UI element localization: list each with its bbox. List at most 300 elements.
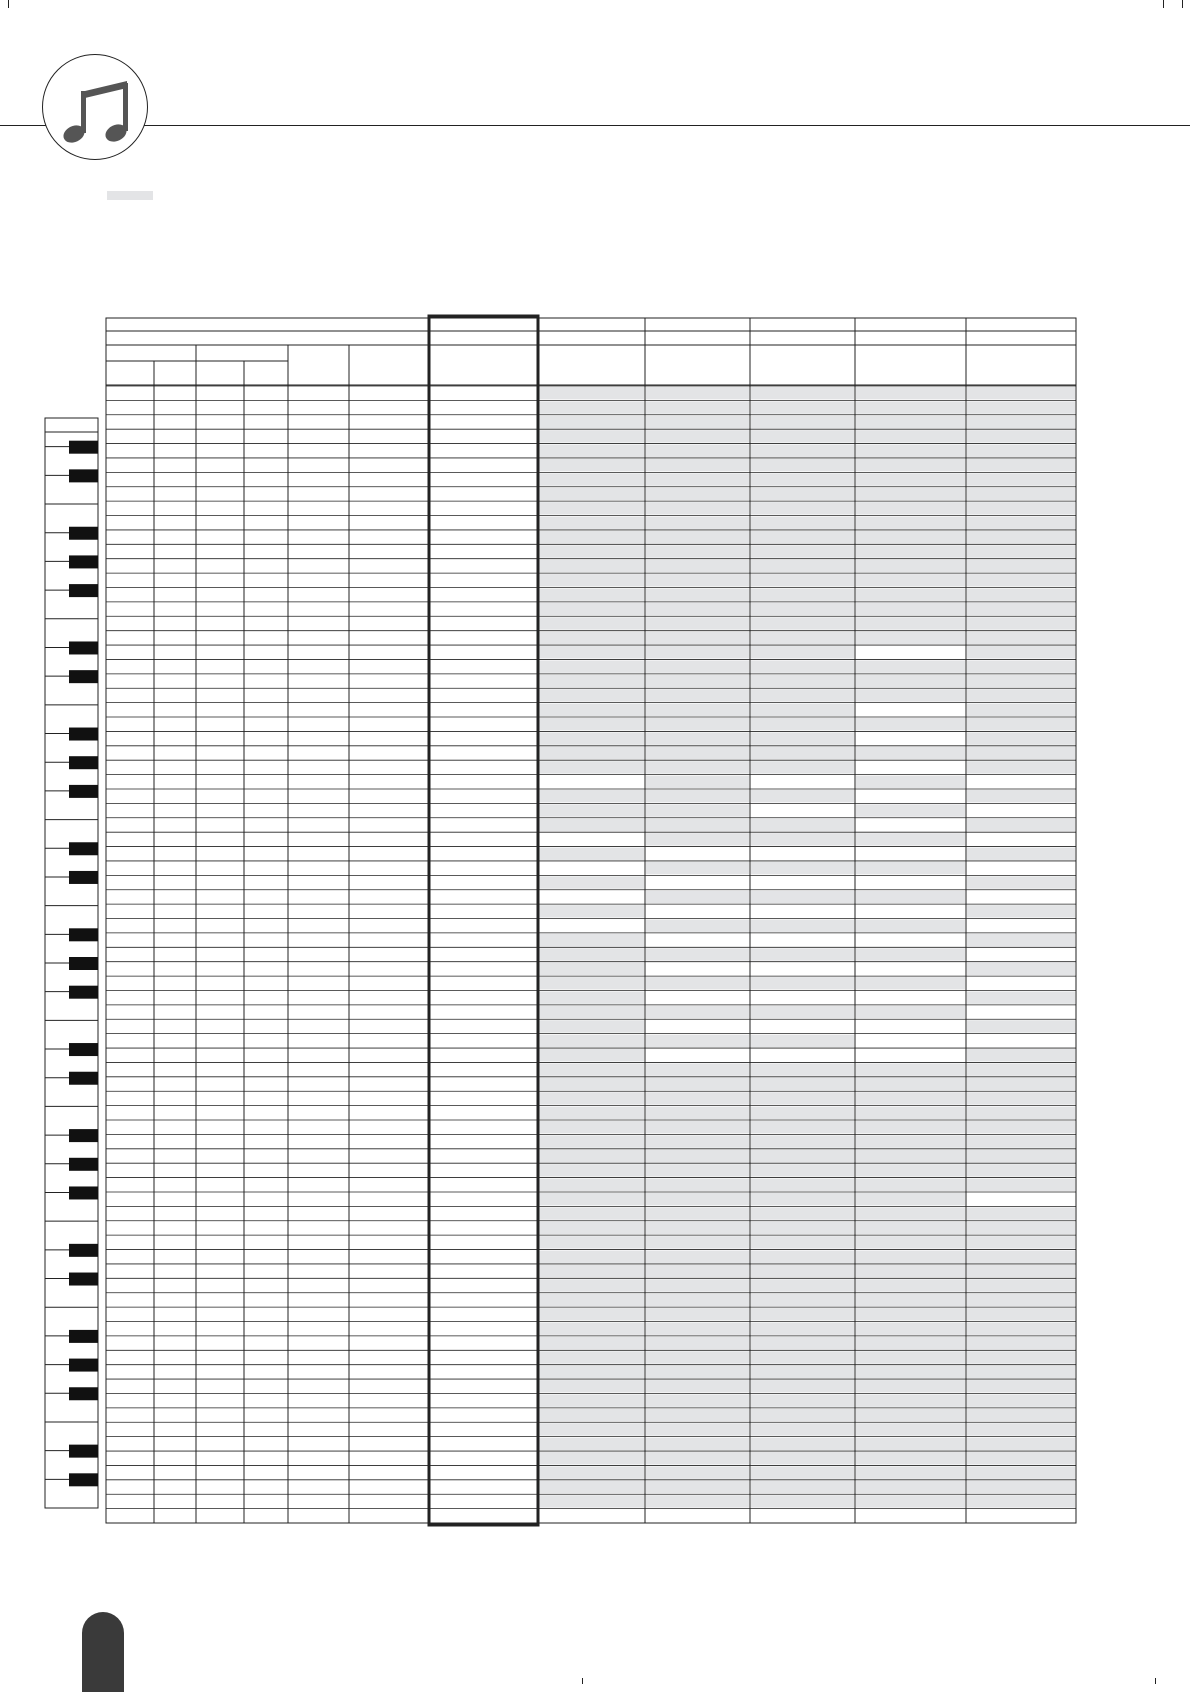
shaded-cell [646, 1121, 749, 1133]
shaded-cell [751, 517, 854, 529]
shaded-cell [646, 1035, 749, 1047]
shaded-cell [539, 1222, 644, 1234]
shaded-cell [856, 416, 965, 428]
shaded-cell [646, 1337, 749, 1349]
shaded-cell [967, 574, 1075, 586]
shaded-cell [856, 747, 965, 759]
shaded-cell [751, 660, 854, 672]
piano-keyboard-icon [45, 418, 98, 1508]
shaded-cell [967, 689, 1075, 701]
shaded-cell [967, 718, 1075, 730]
shaded-cell [751, 1323, 854, 1335]
shaded-cell [539, 1236, 644, 1248]
shaded-cell [539, 1308, 644, 1320]
shaded-cell [967, 1323, 1075, 1335]
shaded-cell [646, 1092, 749, 1104]
shaded-cell [539, 1049, 644, 1061]
shaded-cell [646, 718, 749, 730]
shaded-cell [751, 1006, 854, 1018]
shaded-cell [539, 905, 644, 917]
shaded-cell [646, 603, 749, 615]
shaded-cell [751, 473, 854, 485]
shaded-cell [539, 1063, 644, 1075]
shaded-cell [539, 1092, 644, 1104]
shaded-cell [856, 948, 965, 960]
shaded-cell [856, 488, 965, 500]
shaded-cell [539, 675, 644, 687]
shaded-cell [751, 617, 854, 629]
shaded-cell [856, 459, 965, 471]
shaded-cell [751, 1495, 854, 1507]
shaded-cell [646, 617, 749, 629]
shaded-cell [967, 401, 1075, 413]
shaded-cell [646, 1452, 749, 1464]
shaded-cell [856, 1164, 965, 1176]
shaded-cell [856, 718, 965, 730]
shaded-cell [539, 1135, 644, 1147]
black-key [69, 756, 98, 769]
shaded-cell [539, 1481, 644, 1493]
shaded-cell [539, 1035, 644, 1047]
shaded-cell [646, 977, 749, 989]
shaded-cell [539, 574, 644, 586]
shaded-cell [856, 1279, 965, 1291]
shaded-cell [539, 1423, 644, 1435]
shaded-cell [856, 1294, 965, 1306]
shaded-cell [646, 704, 749, 716]
shaded-cell [646, 1466, 749, 1478]
shaded-cell [539, 488, 644, 500]
shaded-cell [646, 416, 749, 428]
shaded-cell [967, 934, 1075, 946]
shaded-cell [646, 1380, 749, 1392]
shaded-cell [967, 1423, 1075, 1435]
shaded-cell [751, 732, 854, 744]
shaded-cell [967, 1452, 1075, 1464]
shaded-cell [646, 776, 749, 788]
shaded-cell [539, 1452, 644, 1464]
shaded-cell [751, 1438, 854, 1450]
shaded-cell [856, 1107, 965, 1119]
shaded-cell [751, 531, 854, 543]
shaded-cell [967, 632, 1075, 644]
shaded-cell [856, 531, 965, 543]
shaded-cell [539, 1020, 644, 1032]
shaded-cell [967, 445, 1075, 457]
shaded-cell [751, 387, 854, 399]
shaded-cell [646, 574, 749, 586]
shaded-cell [751, 588, 854, 600]
black-key [69, 728, 98, 741]
shaded-cell [539, 747, 644, 759]
black-key [69, 785, 98, 798]
shaded-cell [646, 1438, 749, 1450]
shaded-cell [751, 1409, 854, 1421]
shaded-cell [967, 430, 1075, 442]
shaded-cell [751, 1164, 854, 1176]
shaded-cell [539, 1323, 644, 1335]
black-key [69, 1473, 98, 1486]
shaded-cell [646, 891, 749, 903]
shaded-cell [646, 401, 749, 413]
shaded-cell [967, 1366, 1075, 1378]
shaded-cell [967, 1222, 1075, 1234]
shaded-cell [539, 1466, 644, 1478]
shaded-cell [646, 747, 749, 759]
shaded-cell [539, 617, 644, 629]
shaded-cell [646, 1222, 749, 1234]
shaded-cell [967, 531, 1075, 543]
shaded-cell [646, 531, 749, 543]
shaded-cell [967, 1179, 1075, 1191]
black-key [69, 1043, 98, 1056]
shaded-cell [646, 445, 749, 457]
shaded-cell [646, 1063, 749, 1075]
shaded-cell [646, 804, 749, 816]
shaded-cell [856, 1466, 965, 1478]
shaded-cell [856, 660, 965, 672]
shaded-cell [856, 776, 965, 788]
shaded-cell [751, 1251, 854, 1263]
shaded-cell [856, 675, 965, 687]
shaded-cell [539, 1179, 644, 1191]
shaded-cell [539, 1207, 644, 1219]
shaded-cell [856, 833, 965, 845]
shaded-cell [856, 617, 965, 629]
shaded-cell [539, 445, 644, 457]
shaded-cell [967, 1251, 1075, 1263]
shaded-cell [967, 1078, 1075, 1090]
shaded-cell [539, 1121, 644, 1133]
shaded-cell [856, 1323, 965, 1335]
shaded-cell [539, 732, 644, 744]
shaded-cell [539, 517, 644, 529]
shaded-cell [751, 833, 854, 845]
shaded-cell [646, 1179, 749, 1191]
shaded-cell [539, 1078, 644, 1090]
shaded-cell [646, 948, 749, 960]
shaded-cell [751, 819, 854, 831]
shaded-cell [539, 934, 644, 946]
shaded-cell [539, 761, 644, 773]
shaded-cell [646, 833, 749, 845]
shaded-cell [539, 1394, 644, 1406]
shaded-cell [967, 1380, 1075, 1392]
shaded-cell [856, 1063, 965, 1075]
shaded-cell [751, 1394, 854, 1406]
shaded-cell [751, 401, 854, 413]
shaded-cell [646, 689, 749, 701]
black-key [69, 986, 98, 999]
shaded-cell [646, 819, 749, 831]
shaded-cell [967, 502, 1075, 514]
shaded-cell [856, 1135, 965, 1147]
shaded-cell [967, 1481, 1075, 1493]
shaded-cell [751, 1078, 854, 1090]
shaded-cell [751, 1452, 854, 1464]
shaded-cell [646, 1423, 749, 1435]
shaded-cell [646, 473, 749, 485]
black-key [69, 1445, 98, 1458]
shaded-cell [856, 1337, 965, 1349]
shaded-cell [646, 1279, 749, 1291]
black-key [69, 1330, 98, 1343]
shaded-cell [751, 632, 854, 644]
shaded-cell [646, 517, 749, 529]
shaded-cell [539, 459, 644, 471]
shaded-cell [751, 1366, 854, 1378]
shaded-cell [967, 1150, 1075, 1162]
shaded-cell [967, 1279, 1075, 1291]
shaded-cell [646, 646, 749, 658]
shaded-cell [967, 617, 1075, 629]
shaded-cell [646, 1193, 749, 1205]
shaded-cell [856, 430, 965, 442]
shaded-cell [751, 675, 854, 687]
shaded-cell [751, 574, 854, 586]
shaded-cell [856, 1236, 965, 1248]
shaded-cell [856, 1409, 965, 1421]
shaded-cell [751, 1179, 854, 1191]
shaded-cell [967, 790, 1075, 802]
shaded-cell [751, 1121, 854, 1133]
shaded-cell [967, 704, 1075, 716]
shaded-cell [967, 1236, 1075, 1248]
shaded-cell [967, 473, 1075, 485]
shaded-cell [646, 1164, 749, 1176]
shaded-cell [751, 761, 854, 773]
shaded-cell [967, 1063, 1075, 1075]
shaded-cell [751, 1063, 854, 1075]
black-key [69, 1359, 98, 1372]
shaded-cell [856, 545, 965, 557]
shaded-cell [856, 1481, 965, 1493]
shaded-cell [539, 1107, 644, 1119]
shaded-cell [751, 1135, 854, 1147]
shaded-cell [646, 1394, 749, 1406]
shaded-cell [646, 588, 749, 600]
shaded-cell [967, 416, 1075, 428]
shaded-cell [539, 387, 644, 399]
shaded-cell [646, 1265, 749, 1277]
shaded-cell [967, 1164, 1075, 1176]
shaded-cell [539, 819, 644, 831]
shaded-cell [751, 488, 854, 500]
shaded-cell [646, 1107, 749, 1119]
shaded-cell [539, 804, 644, 816]
shaded-cell [856, 1265, 965, 1277]
shaded-cell [967, 588, 1075, 600]
shaded-cell [646, 1323, 749, 1335]
shaded-cell [967, 819, 1075, 831]
shaded-cell [967, 1495, 1075, 1507]
shaded-cell [751, 1423, 854, 1435]
shaded-cell [967, 1294, 1075, 1306]
shaded-cell [539, 416, 644, 428]
shaded-cell [967, 1107, 1075, 1119]
shaded-cell [856, 1423, 965, 1435]
shaded-cell [646, 790, 749, 802]
shaded-cell [751, 1265, 854, 1277]
shaded-cell [751, 502, 854, 514]
shaded-cell [539, 1438, 644, 1450]
shaded-cell [646, 862, 749, 874]
shaded-cell [856, 1438, 965, 1450]
shaded-cell [751, 545, 854, 557]
shaded-cell [856, 1452, 965, 1464]
shaded-cell [751, 862, 854, 874]
black-key [69, 641, 98, 654]
black-key [69, 842, 98, 855]
shaded-cell [856, 1366, 965, 1378]
shaded-cell [646, 1294, 749, 1306]
black-key [69, 584, 98, 597]
shaded-cell [539, 430, 644, 442]
shaded-cell [967, 387, 1075, 399]
shaded-cell [967, 646, 1075, 658]
shaded-cell [539, 1351, 644, 1363]
shaded-cell [646, 560, 749, 572]
shaded-cell [967, 905, 1075, 917]
highlighted-column-box [429, 316, 538, 1525]
shaded-cell [967, 991, 1075, 1003]
shaded-cell [539, 545, 644, 557]
black-key [69, 1129, 98, 1142]
shaded-cell [539, 790, 644, 802]
shaded-cell [751, 747, 854, 759]
shaded-cell [751, 1308, 854, 1320]
shaded-cell [646, 920, 749, 932]
shaded-cell [967, 747, 1075, 759]
shaded-cell [856, 1092, 965, 1104]
shaded-cell [856, 920, 965, 932]
shaded-cell [539, 876, 644, 888]
page-number-tab [82, 1612, 124, 1692]
shaded-cell [967, 545, 1075, 557]
shaded-cell [539, 502, 644, 514]
black-key [69, 670, 98, 683]
shaded-cell [856, 1121, 965, 1133]
shaded-cell [539, 1337, 644, 1349]
shaded-cell [751, 891, 854, 903]
black-key [69, 1158, 98, 1171]
shaded-cell [856, 689, 965, 701]
shaded-cell [539, 977, 644, 989]
shaded-cell [646, 632, 749, 644]
shaded-cell [751, 1466, 854, 1478]
shaded-cell [856, 1394, 965, 1406]
black-key [69, 1387, 98, 1400]
shaded-cell [856, 560, 965, 572]
shaded-cell [856, 401, 965, 413]
shaded-cell [539, 1409, 644, 1421]
shaded-cell [539, 473, 644, 485]
shaded-cell [646, 1409, 749, 1421]
shaded-cell [967, 848, 1075, 860]
shaded-cell [856, 1150, 965, 1162]
black-key [69, 527, 98, 540]
shaded-cell [856, 473, 965, 485]
shaded-cell [856, 588, 965, 600]
shaded-cell [751, 560, 854, 572]
shaded-cell [751, 1035, 854, 1047]
shaded-cell [539, 531, 644, 543]
shaded-cell [967, 603, 1075, 615]
shaded-cell [646, 1481, 749, 1493]
shaded-cell [646, 1135, 749, 1147]
shaded-cell [856, 1308, 965, 1320]
shaded-cell [967, 1337, 1075, 1349]
shaded-cell [751, 1279, 854, 1291]
shaded-cell [967, 1092, 1075, 1104]
shaded-cell [751, 948, 854, 960]
shaded-cell [967, 1265, 1075, 1277]
black-key [69, 957, 98, 970]
shaded-cell [856, 891, 965, 903]
shaded-cell [751, 646, 854, 658]
shaded-cell [539, 1150, 644, 1162]
shaded-cell [751, 1481, 854, 1493]
shaded-cell [646, 1308, 749, 1320]
shaded-cell [967, 517, 1075, 529]
shaded-cell [751, 977, 854, 989]
shaded-cell [539, 588, 644, 600]
shaded-cell [856, 1078, 965, 1090]
shaded-cell [646, 1150, 749, 1162]
shaded-cell [751, 430, 854, 442]
shaded-cell [646, 1251, 749, 1263]
shaded-cell [967, 1020, 1075, 1032]
shaded-cell [967, 1308, 1075, 1320]
shaded-cell [646, 1351, 749, 1363]
shaded-cell [751, 790, 854, 802]
shaded-cell [539, 632, 644, 644]
shaded-cell [646, 488, 749, 500]
shaded-cell [751, 459, 854, 471]
shaded-cell [539, 704, 644, 716]
shaded-cell [856, 1351, 965, 1363]
shaded-cell [751, 689, 854, 701]
shaded-cell [967, 1135, 1075, 1147]
shaded-cell [539, 1265, 644, 1277]
shaded-cell [751, 1092, 854, 1104]
shaded-cell [646, 732, 749, 744]
shaded-cell [646, 1078, 749, 1090]
shaded-cell [967, 560, 1075, 572]
shaded-cell [967, 1394, 1075, 1406]
shaded-cell [539, 1294, 644, 1306]
shaded-cell [539, 401, 644, 413]
shaded-cell [646, 675, 749, 687]
shaded-cell [751, 718, 854, 730]
shaded-cell [539, 1366, 644, 1378]
shaded-cell [751, 1150, 854, 1162]
shaded-cell [751, 1193, 854, 1205]
shaded-cell [539, 1279, 644, 1291]
shaded-cell [856, 387, 965, 399]
shaded-cell [751, 1107, 854, 1119]
shaded-cell [751, 1337, 854, 1349]
shaded-cell [646, 502, 749, 514]
shaded-cell [856, 1207, 965, 1219]
shaded-cell [539, 1006, 644, 1018]
shaded-cell [539, 1164, 644, 1176]
shaded-cell [539, 991, 644, 1003]
shaded-cell [751, 1351, 854, 1363]
black-key [69, 1244, 98, 1257]
shaded-cell [539, 560, 644, 572]
shaded-cell [751, 1294, 854, 1306]
